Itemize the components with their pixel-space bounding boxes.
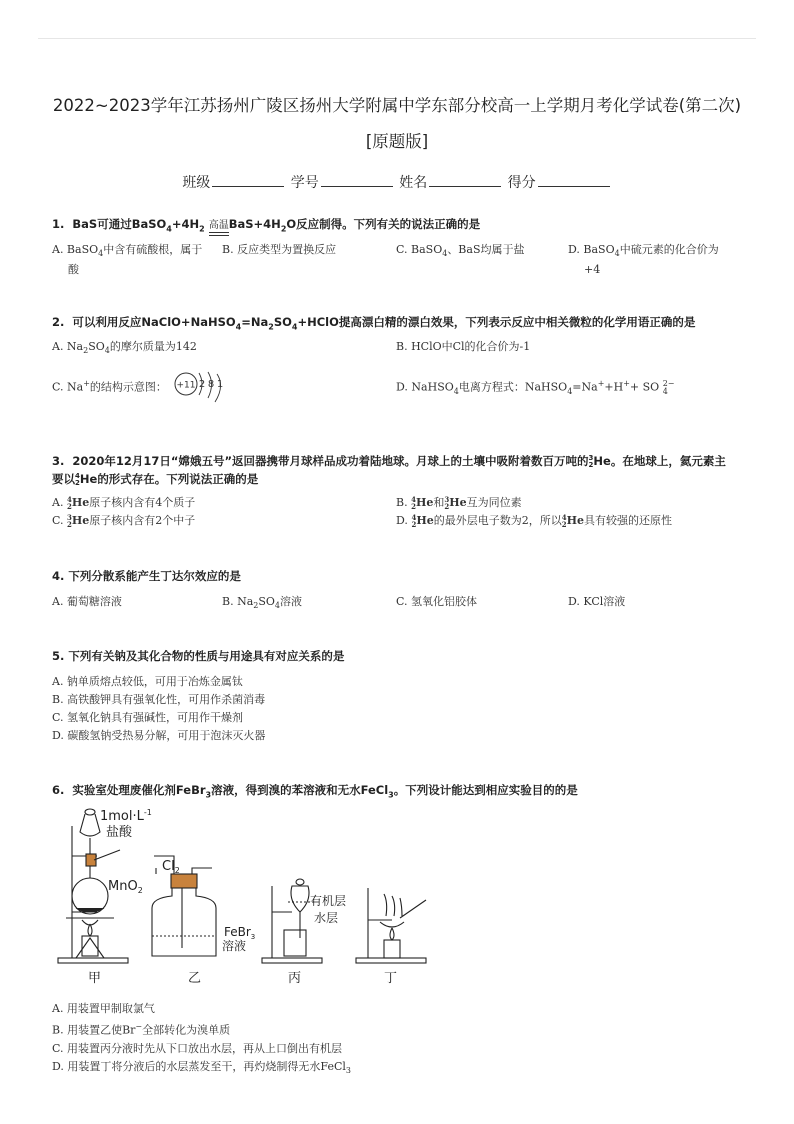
field-score-blank[interactable] (538, 174, 610, 187)
field-class-blank[interactable] (212, 174, 284, 187)
apparatus-figure (52, 808, 442, 990)
fig-label-ding: 丁 (384, 971, 398, 986)
question-4-option-b[interactable]: B. $Na_2SO_4$溶液 (222, 595, 303, 611)
shell-2-count: 8 (207, 379, 215, 390)
question-3-stem: 3. 2020年12月17日“嫦娥五号”返回器携带月球样品成功着陆地球。月球上的土壤中吸附着数百万吨的 3 2 He。在地球上，氦元素主 要以 4 2 He的形式存在。下列说法正确的是 (52, 453, 726, 487)
question-6 (52, 782, 752, 803)
field-id-blank[interactable] (321, 174, 393, 187)
question-1-option-c[interactable]: C. BaSO$_4$、BaS均属于盐 (396, 243, 525, 259)
question-1-option-a[interactable]: A. BaSO$_4$中含有硫酸根，属于 酸 (52, 243, 203, 277)
question-3-option-a[interactable]: A. 4 2 He原子核内含有4个质子 (52, 495, 196, 511)
question-4-option-d[interactable]: D. KCl溶液 (568, 595, 626, 608)
fig-label-yi: 乙 (188, 971, 202, 986)
shell-3-count: 1 (216, 379, 224, 390)
question-4-option-c[interactable]: C. 氢氧化铝胶体 (396, 595, 478, 608)
fig-water-layer-label: 水层 (314, 911, 339, 925)
fig-solution-label: 溶液 (222, 939, 247, 953)
sulfate-ion-marker: 2− 4 (662, 378, 675, 396)
question-5 (52, 648, 752, 745)
question-4-stem: 4. 下列分散系能产生丁达尔效应的是 (52, 569, 241, 583)
page-title: 2022~2023学年江苏扬州广陵区扬州大学附属中学东部分校高一上学期月考化学试卷(第二次) (52, 96, 742, 115)
fig-mno2-label: MnO$_2$ (108, 879, 143, 895)
fig-organic-layer-label: 有机层 (310, 894, 347, 908)
fig-febr3-label: FeBr$_3$ (224, 925, 256, 941)
question-6-option-b[interactable]: B. 用装置乙使Br−全部转化为溴单质 (52, 1022, 231, 1037)
question-1-option-d[interactable]: D. BaSO$_4$中硫元素的化合价为 +4 (568, 243, 719, 277)
question-2-stem: 2. 可以利用反应$NaClO+NaHSO_4=Na_2SO_4+HClO$提高漂白精的漂白效果，下列表示反应中相关微粒的化学用语正确的是 (52, 315, 696, 332)
question-2-option-b[interactable]: B. HClO中Cl的化合价为-1 (396, 340, 531, 353)
fig-label-bing: 丙 (288, 971, 302, 986)
field-score-label: 得分 (507, 175, 536, 191)
page-subtitle: [原题版] (365, 132, 429, 151)
student-info-line (0, 172, 794, 192)
question-2 (52, 314, 752, 335)
fig-acid-concentration: $1mol\cdot L^{-1}$ (100, 808, 152, 824)
question-2-option-a[interactable]: A. $Na_2SO_4$的摩尔质量为142 (52, 340, 197, 356)
question-3-option-c[interactable]: C. 3 2 He原子核内含有2个中子 (52, 513, 196, 529)
question-2-option-c[interactable]: C. Na+的结构示意图： (52, 379, 167, 394)
sodium-ion-structure-diagram (172, 368, 234, 408)
question-4 (52, 568, 752, 584)
fig-hcl-label: 盐酸 (106, 825, 133, 840)
question-5-option-d[interactable]: D. 碳酸氢钠受热易分解，可用于泡沫灭火器 (52, 729, 266, 742)
question-6-option-d[interactable]: D. 用装置丁将分液后的水层蒸发至干，再灼烧制得无水FeCl$_3$ (52, 1059, 351, 1075)
question-3-option-d[interactable]: D. 4 2 He的最外层电子数为2，所以 4 2 He具有较强的还原性 (396, 513, 672, 529)
question-6-option-c[interactable]: C. 用装置丙分液时先从下口放出水层，再从上口倒出有机层 (52, 1041, 343, 1055)
question-5-option-b[interactable]: B. 高铁酸钾具有强氧化性，可用作杀菌消毒 (52, 693, 266, 706)
nucleus-charge: +11 (176, 380, 196, 391)
field-name-blank[interactable] (429, 174, 501, 187)
question-6-option-a[interactable]: A. 用装置甲制取氯气 (52, 1002, 155, 1015)
question-5-stem: 5. 下列有关钠及其化合物的性质与用途具有对应关系的是 (52, 649, 345, 663)
field-name-label: 姓名 (399, 175, 428, 191)
question-3-option-b[interactable]: B. 4 2 He和 3 2 He互为同位素 (396, 495, 522, 511)
question-1 (52, 216, 752, 237)
question-5-option-a[interactable]: A. 钠单质熔点较低，可用于冶炼金属钛 (52, 675, 243, 688)
top-divider (38, 38, 756, 39)
fig-cl2-label: $Cl_2$ (162, 859, 180, 875)
question-1-option-b[interactable]: B. 反应类型为置换反应 (222, 243, 337, 256)
question-6-options (52, 1000, 351, 1080)
question-6-stem: 6. 实验室处理废催化剂FeBr$_3$溶液，得到溴的苯溶液和无水FeCl$_3$。下列设计能达到相应实验目的的是 (52, 783, 578, 800)
fig-label-jia: 甲 (88, 971, 102, 986)
field-id-label: 学号 (290, 175, 319, 191)
question-3 (52, 452, 752, 488)
shell-1-count: 2 (198, 379, 206, 390)
question-2-option-d[interactable]: D. NaHSO$_4$电离方程式：NaHSO$_4$=Na++H++ SO 2− 4 (396, 378, 675, 396)
question-1-stem: 1. BaS可通过$BaSO_4+4H_2$ 高温 $BaS+4H_2O$反应制得。下列有关的说法正确的是 (52, 216, 752, 237)
question-4-option-a[interactable]: A. 葡萄糖溶液 (52, 595, 122, 608)
question-5-option-c[interactable]: C. 氢氧化钠具有强碱性，可用作干燥剂 (52, 711, 244, 724)
field-class-label: 班级 (182, 175, 211, 191)
